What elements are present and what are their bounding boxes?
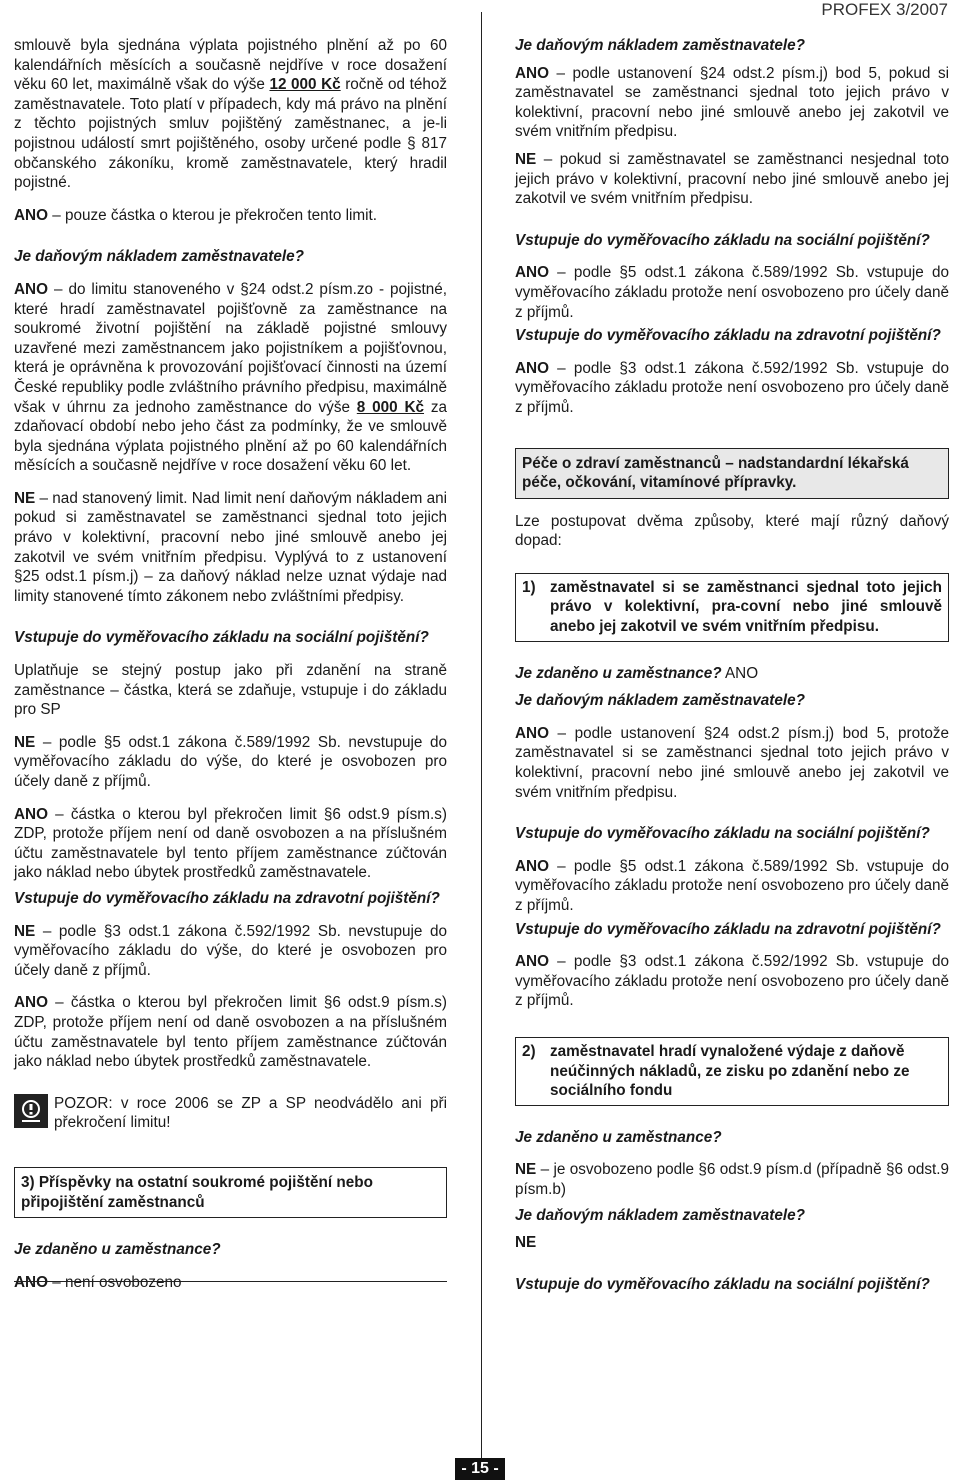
option-number: 1) <box>522 578 536 596</box>
question-heading: Vstupuje do vyměřovacího základu na sociální pojištění? <box>515 1275 930 1293</box>
section-box-other-insurance: 3) Příspěvky na ostatní soukromé pojištění nebo připojištění zaměstnanců <box>14 1167 447 1218</box>
answer-paragraph <box>14 206 447 226</box>
answer-text: – není osvobozeno <box>48 1273 182 1291</box>
answer-key: NE <box>515 1161 537 1179</box>
answer-key: NE <box>515 1234 537 1252</box>
answer-text: – do limitu stanoveného v §24 odst.2 písm.zo - pojistné, které hradí zaměstnavatel pojišťovně za zaměstnance na soukromé životní pojištění na základě pojistné smlouvy uzavřené mezi zaměstnancem jako pojistníkem a pojišťovnou, která je oprávněna k provozování pojišťovací činnosti na území České republiky podle zvláštního právního předpisu, maximálně však v úhrnu za jednoho zaměstnance do výše <box>14 280 447 416</box>
answer-key: ANO <box>14 280 48 298</box>
answer-text: – podle §5 odst.1 zákona č.589/1992 Sb. nevstupuje do vyměřovacího základu do výše, do které je osvobozen pro účely daně z příjmů. <box>14 733 447 790</box>
answer-paragraph <box>14 280 447 476</box>
answer-paragraph <box>515 857 949 916</box>
question-heading: Je zdaněno u zaměstnance? <box>14 1241 221 1259</box>
question-text: Je zdaněno u zaměstnance? <box>515 664 722 682</box>
answer-key: ANO <box>515 953 549 971</box>
answer-paragraph <box>14 922 447 981</box>
paragraph: Lze postupovat dvěma způsoby, které mají různý daňový dopad: <box>515 512 949 550</box>
answer-paragraph <box>515 263 949 322</box>
question-heading: Vstupuje do vyměřovacího základu na sociální pojištění? <box>515 825 930 843</box>
answer-text: – částka o kterou byl překročen limit §6 odst.9 písm.s) ZDP, protože příjem není od daně osvobozen a na příslušném účtu zaměstnavatele byl tento příjem zaměstnance zúčtován jako náklad nebo úbytek prostředků zaměstnavatele. <box>14 805 447 882</box>
left-column <box>14 36 447 1292</box>
answer-paragraph <box>515 724 949 802</box>
paragraph: Uplatňuje se stejný postup jako při zdanění na straně zaměstnance – částka, která se zdaňuje, vstupuje i do základu pro SP <box>14 662 447 719</box>
question-heading: Vstupuje do vyměřovacího základu na sociální pojištění? <box>14 629 429 647</box>
right-column <box>515 36 949 1294</box>
answer-key: ANO <box>14 805 48 823</box>
answer-text: – nad stanovený limit. Nad limit není daňovým nákladem ani pokud si zaměstnavatel se zaměstnanci sjednal toto jejich právo v kolektivní, pracovní nebo jiné smlouvě anebo jej zakotvil ve svém vnitřním předpisu. Vyplývá to z ustanovení §25 odst.1 písm.j) – za daňový náklad nelze uznat výdaje nad limity stanovené tímto zákonem nebo zvláštními předpisy. <box>14 489 447 605</box>
option-number: 2) <box>522 1042 536 1060</box>
answer-text: – podle §5 odst.1 zákona č.589/1992 Sb. vstupuje do vyměřovacího základu protože není osvobozeno pro účely daně z příjmů. <box>515 857 949 914</box>
warning-note <box>14 1094 447 1133</box>
answer-paragraph <box>515 359 949 418</box>
answer-key: ANO <box>721 664 759 682</box>
answer-text: – podle §3 odst.1 zákona č.592/1992 Sb. nevstupuje do vyměřovacího základu do výše, do které je osvobozen pro účely daně z příjmů. <box>14 922 447 979</box>
answer-key: NE <box>14 733 36 751</box>
question-heading: Je daňovým nákladem zaměstnavatele? <box>515 37 805 54</box>
question-heading: Vstupuje do vyměřovacího základu na sociální pojištění? <box>515 231 930 249</box>
answer-text: – podle ustanovení §24 odst.2 písm.j) bod 5, pokud si zaměstnavatel se zaměstnanci sjednal toto jejich právo v kolektivní, pracovní nebo jiné smlouvě anebo jej zakotvil ve svém vnitřním předpisu. <box>515 64 949 141</box>
journal-header: PROFEX 3/2007 <box>821 0 948 19</box>
answer-paragraph <box>515 1160 949 1199</box>
section-box-health-care: Péče o zdraví zaměstnanců – nadstandardní lékařská péče, očkování, vitamínové přípravky. <box>515 448 949 499</box>
answer-key: NE <box>14 922 36 940</box>
option-box-1 <box>515 573 949 642</box>
question-heading: Je daňovým nákladem zaměstnavatele? <box>515 692 805 710</box>
answer-key: ANO <box>515 724 549 742</box>
answer-paragraph <box>14 489 447 607</box>
answer-key: ANO <box>14 1273 48 1291</box>
limit-amount: 12 000 Kč <box>269 76 341 94</box>
warning-icon <box>14 1094 48 1128</box>
answer-paragraph <box>515 150 949 209</box>
answer-key: ANO <box>515 264 549 282</box>
answer-key: ANO <box>515 359 549 377</box>
answer-text: – pouze částka o kterou je překročen tento limit. <box>48 206 378 224</box>
text: smlouvě byla sjednána výplata pojistného plnění až po 60 kalendářních měsících a současně nejdříve v roce dosažení věku 60 let, maximálně však do výše <box>14 37 447 94</box>
page-number: - 15 - <box>455 1458 505 1480</box>
answer-text: – podle §3 odst.1 zákona č.592/1992 Sb. vstupuje do vyměřovacího základu protože není osvobozeno pro účely daně z příjmů. <box>515 953 949 1010</box>
option-text: zaměstnavatel hradí vynaložené výdaje z daňově neúčinných nákladů, ze zisku po zdanění nebo ze sociálního fondu <box>550 1042 910 1100</box>
answer-paragraph <box>14 805 447 883</box>
warning-text: POZOR: v roce 2006 se ZP a SP neodvádělo ani při překročení limitu! <box>54 1094 447 1132</box>
section-separator <box>14 1281 447 1282</box>
answer-paragraph <box>14 1273 447 1293</box>
answer-paragraph <box>515 64 949 142</box>
answer-key: ANO <box>515 64 549 82</box>
limit-amount: 8 000 Kč <box>356 398 425 416</box>
answer-key: ANO <box>14 994 48 1012</box>
answer-text: – částka o kterou byl překročen limit §6 odst.9 písm.s) ZDP, protože příjem není od daně osvobozen a na příslušném účtu zaměstnavatele byl tento příjem zaměstnance zúčtován jako náklad nebo úbytek prostředků zaměstnavatele. <box>14 994 447 1071</box>
option-box-2 <box>515 1037 949 1106</box>
text: ročně od téhož zaměstnavatele. Toto platí v případech, kdy má právo na plnění z těchto pojistných smluv pojištěný zaměstnanec, a je-li pojistnou událostí smrt pojištěného, osoby určené podle § 817 občanského zákoníku, kromě zaměstnavatele, který hradil pojistné. <box>14 76 448 192</box>
answer-text: – podle ustanovení §24 odst.2 písm.j) bod 5, protože zaměstnavatel si se zaměstnanci sjednal toto jejich právo v kolektivní, pracovní nebo jiné smlouvě anebo jej zakotvil ve svém vnitřním předpisu. <box>515 724 949 801</box>
question-heading: Je daňovým nákladem zaměstnavatele? <box>14 248 304 266</box>
paragraph-insurance-conditions <box>14 36 447 193</box>
question-heading: Vstupuje do vyměřovacího základu na zdravotní pojištění? <box>515 327 941 345</box>
answer-key: NE <box>515 150 537 168</box>
answer-key: NE <box>14 489 36 507</box>
option-text: zaměstnavatel si se zaměstnanci sjednal toto jejich právo v kolektivní, pra-covní nebo jiné smlouvě anebo jej zakotvil ve svém vnitřním předpisu. <box>550 578 942 636</box>
column-divider <box>481 12 482 1467</box>
answer-text: – podle §3 odst.1 zákona č.592/1992 Sb. vstupuje do vyměřovacího základu protože není osvobozeno pro účely daně z příjmů. <box>515 359 949 416</box>
answer-text: – podle §5 odst.1 zákona č.589/1992 Sb. vstupuje do vyměřovacího základu protože není osvobozeno pro účely daně z příjmů. <box>515 264 949 321</box>
question-heading: Vstupuje do vyměřovacího základu na zdravotní pojištění? <box>515 920 941 938</box>
answer-text: za zdaňovací období nebo jeho část za podmínky, že ve smlouvě byla sjednána výplata pojistného plnění až po 60 kalendářních měsících a současně nejdříve v roce dosažení věku 60 let. <box>14 398 447 475</box>
question-heading: Vstupuje do vyměřovacího základu na zdravotní pojištění? <box>14 889 440 907</box>
question-heading: Je zdaněno u zaměstnance? <box>515 1128 722 1146</box>
answer-text: – pokud si zaměstnavatel se zaměstnanci nesjednal toto jejich právo v kolektivní, pracovní nebo jiné smlouvě anebo jej zakotvil ve svém vnitřním předpisu. <box>515 150 949 208</box>
answer-text: – je osvobozeno podle §6 odst.9 písm.d (případně §6 odst.9 písm.b) <box>515 1161 949 1198</box>
question-heading: Je daňovým nákladem zaměstnavatele? <box>515 1206 805 1224</box>
question-heading <box>515 664 949 684</box>
answer-paragraph <box>14 993 447 1071</box>
answer-key: ANO <box>14 206 48 224</box>
answer-paragraph <box>14 733 447 792</box>
answer-paragraph <box>515 952 949 1011</box>
answer-key: ANO <box>515 857 549 875</box>
